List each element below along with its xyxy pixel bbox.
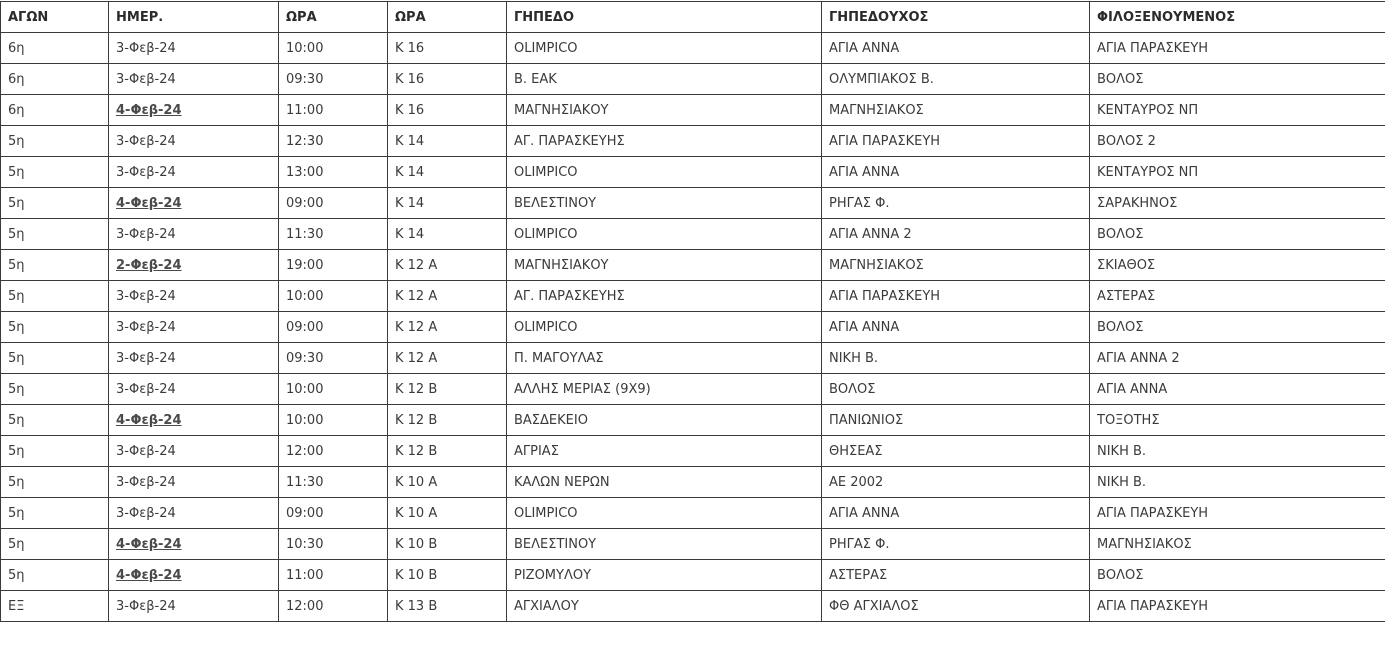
- cell-category: Κ 14: [388, 126, 507, 157]
- cell-category: Κ 14: [388, 157, 507, 188]
- cell-home-team: ΦΘ ΑΓΧΙΑΛΟΣ: [822, 591, 1090, 622]
- table-row: [1, 591, 1385, 622]
- cell-home-team: ΡΗΓΑΣ Φ.: [822, 188, 1090, 219]
- cell-home-team: ΑΓΙΑ ΠΑΡΑΣΚΕΥΗ: [822, 126, 1090, 157]
- cell-away-team: ΒΟΛΟΣ: [1090, 560, 1385, 591]
- match-schedule-table: [0, 1, 1385, 622]
- cell-home-team: ΑΣΤΕΡΑΣ: [822, 560, 1090, 591]
- cell-away-team: ΑΓΙΑ ΠΑΡΑΣΚΕΥΗ: [1090, 498, 1385, 529]
- cell-venue: ΜΑΓΝΗΣΙΑΚΟΥ: [507, 95, 822, 126]
- cell-venue: OLIMPICO: [507, 219, 822, 250]
- cell-away-team: ΑΣΤΕΡΑΣ: [1090, 281, 1385, 312]
- table-row: [1, 250, 1385, 281]
- table-row: [1, 33, 1385, 64]
- cell-date: 4-Φεβ-24: [109, 560, 279, 591]
- cell-away-team: ΒΟΛΟΣ: [1090, 64, 1385, 95]
- cell-category: Κ 12 Β: [388, 405, 507, 436]
- cell-date: 4-Φεβ-24: [109, 529, 279, 560]
- table-row: [1, 436, 1385, 467]
- cell-category: Κ 12 Α: [388, 312, 507, 343]
- cell-home-team: ΒΟΛΟΣ: [822, 374, 1090, 405]
- cell-venue: ΑΓ. ΠΑΡΑΣΚΕΥΗΣ: [507, 126, 822, 157]
- cell-home-team: ΑΓΙΑ ΑΝΝΑ 2: [822, 219, 1090, 250]
- cell-away-team: ΜΑΓΝΗΣΙΑΚΟΣ: [1090, 529, 1385, 560]
- cell-time: 12:00: [279, 436, 388, 467]
- header-home-team: ΓΗΠΕΔΟΥΧΟΣ: [822, 2, 1090, 33]
- table-row: [1, 188, 1385, 219]
- header-round: ΑΓΩΝ: [1, 2, 109, 33]
- cell-time: 10:00: [279, 281, 388, 312]
- cell-category: Κ 13 Β: [388, 591, 507, 622]
- cell-round: 5η: [1, 188, 109, 219]
- header-venue: ΓΗΠΕΔΟ: [507, 2, 822, 33]
- cell-time: 10:30: [279, 529, 388, 560]
- cell-category: Κ 14: [388, 188, 507, 219]
- table-row: [1, 157, 1385, 188]
- cell-home-team: ΜΑΓΝΗΣΙΑΚΟΣ: [822, 250, 1090, 281]
- table-row: [1, 64, 1385, 95]
- cell-home-team: ΠΑΝΙΩΝΙΟΣ: [822, 405, 1090, 436]
- cell-time: 09:00: [279, 188, 388, 219]
- cell-time: 10:00: [279, 405, 388, 436]
- cell-away-team: ΒΟΛΟΣ 2: [1090, 126, 1385, 157]
- cell-date: 3-Φεβ-24: [109, 374, 279, 405]
- cell-time: 13:00: [279, 157, 388, 188]
- cell-venue: ΜΑΓΝΗΣΙΑΚΟΥ: [507, 250, 822, 281]
- cell-home-team: ΟΛΥΜΠΙΑΚΟΣ Β.: [822, 64, 1090, 95]
- cell-category: Κ 10 Α: [388, 467, 507, 498]
- cell-time: 11:30: [279, 219, 388, 250]
- cell-home-team: ΑΓΙΑ ΑΝΝΑ: [822, 498, 1090, 529]
- cell-category: Κ 16: [388, 95, 507, 126]
- cell-time: 10:00: [279, 33, 388, 64]
- cell-round: 6η: [1, 33, 109, 64]
- cell-date: 3-Φεβ-24: [109, 64, 279, 95]
- cell-round: 5η: [1, 343, 109, 374]
- cell-round: 5η: [1, 405, 109, 436]
- table-body: [1, 33, 1385, 622]
- cell-venue: ΑΛΛΗΣ ΜΕΡΙΑΣ (9Χ9): [507, 374, 822, 405]
- cell-away-team: ΣΚΙΑΘΟΣ: [1090, 250, 1385, 281]
- cell-round: 5η: [1, 312, 109, 343]
- cell-round: 5η: [1, 467, 109, 498]
- cell-venue: ΑΓΧΙΑΛΟΥ: [507, 591, 822, 622]
- cell-round: 5η: [1, 157, 109, 188]
- cell-away-team: ΝΙΚΗ Β.: [1090, 436, 1385, 467]
- cell-time: 11:30: [279, 467, 388, 498]
- cell-category: Κ 10 Β: [388, 529, 507, 560]
- header-away-team: ΦΙΛΟΞΕΝΟΥΜΕΝΟΣ: [1090, 2, 1385, 33]
- cell-category: Κ 16: [388, 64, 507, 95]
- cell-category: Κ 16: [388, 33, 507, 64]
- cell-time: 12:00: [279, 591, 388, 622]
- cell-venue: ΒΑΣΔΕΚΕΙΟ: [507, 405, 822, 436]
- cell-home-team: ΑΕ 2002: [822, 467, 1090, 498]
- cell-date: 2-Φεβ-24: [109, 250, 279, 281]
- cell-round: 5η: [1, 560, 109, 591]
- cell-round: 5η: [1, 498, 109, 529]
- cell-date: 4-Φεβ-24: [109, 188, 279, 219]
- cell-venue: Π. ΜΑΓΟΥΛΑΣ: [507, 343, 822, 374]
- cell-date: 3-Φεβ-24: [109, 498, 279, 529]
- cell-away-team: ΤΟΞΟΤΗΣ: [1090, 405, 1385, 436]
- cell-round: 5η: [1, 250, 109, 281]
- cell-round: 5η: [1, 374, 109, 405]
- cell-round: 6η: [1, 95, 109, 126]
- cell-category: Κ 10 Α: [388, 498, 507, 529]
- cell-venue: ΡΙΖΟΜΥΛΟΥ: [507, 560, 822, 591]
- header-category: ΩΡΑ: [388, 2, 507, 33]
- cell-home-team: ΑΓΙΑ ΑΝΝΑ: [822, 312, 1090, 343]
- cell-home-team: ΝΙΚΗ Β.: [822, 343, 1090, 374]
- cell-time: 09:00: [279, 312, 388, 343]
- cell-venue: OLIMPICO: [507, 312, 822, 343]
- cell-date: 4-Φεβ-24: [109, 405, 279, 436]
- cell-time: 09:30: [279, 343, 388, 374]
- table-row: [1, 374, 1385, 405]
- cell-time: 12:30: [279, 126, 388, 157]
- header-time: ΩΡΑ: [279, 2, 388, 33]
- cell-time: 09:30: [279, 64, 388, 95]
- cell-home-team: ΘΗΣΕΑΣ: [822, 436, 1090, 467]
- header-row: [1, 2, 1385, 33]
- cell-venue: ΑΓΡΙΑΣ: [507, 436, 822, 467]
- cell-time: 11:00: [279, 560, 388, 591]
- cell-date: 4-Φεβ-24: [109, 95, 279, 126]
- table-row: [1, 343, 1385, 374]
- cell-home-team: ΑΓΙΑ ΑΝΝΑ: [822, 157, 1090, 188]
- cell-round: 5η: [1, 529, 109, 560]
- cell-date: 3-Φεβ-24: [109, 436, 279, 467]
- cell-date: 3-Φεβ-24: [109, 591, 279, 622]
- cell-date: 3-Φεβ-24: [109, 33, 279, 64]
- cell-date: 3-Φεβ-24: [109, 126, 279, 157]
- table-row: [1, 560, 1385, 591]
- table-row: [1, 467, 1385, 498]
- cell-category: Κ 12 Α: [388, 343, 507, 374]
- cell-away-team: ΑΓΙΑ ΑΝΝΑ: [1090, 374, 1385, 405]
- table-header: [1, 2, 1385, 33]
- cell-away-team: ΣΑΡΑΚΗΝΟΣ: [1090, 188, 1385, 219]
- cell-time: 19:00: [279, 250, 388, 281]
- cell-home-team: ΑΓΙΑ ΠΑΡΑΣΚΕΥΗ: [822, 281, 1090, 312]
- cell-category: Κ 14: [388, 219, 507, 250]
- table-row: [1, 126, 1385, 157]
- cell-category: Κ 12 Β: [388, 436, 507, 467]
- table-row: [1, 312, 1385, 343]
- cell-date: 3-Φεβ-24: [109, 281, 279, 312]
- cell-date: 3-Φεβ-24: [109, 343, 279, 374]
- cell-date: 3-Φεβ-24: [109, 312, 279, 343]
- cell-away-team: ΚΕΝΤΑΥΡΟΣ ΝΠ: [1090, 95, 1385, 126]
- cell-date: 3-Φεβ-24: [109, 467, 279, 498]
- cell-away-team: ΑΓΙΑ ΠΑΡΑΣΚΕΥΗ: [1090, 591, 1385, 622]
- cell-venue: ΒΕΛΕΣΤΙΝΟΥ: [507, 529, 822, 560]
- cell-home-team: ΑΓΙΑ ΑΝΝΑ: [822, 33, 1090, 64]
- cell-round: 5η: [1, 436, 109, 467]
- cell-away-team: ΑΓΙΑ ΠΑΡΑΣΚΕΥΗ: [1090, 33, 1385, 64]
- cell-away-team: ΚΕΝΤΑΥΡΟΣ ΝΠ: [1090, 157, 1385, 188]
- cell-date: 3-Φεβ-24: [109, 157, 279, 188]
- cell-round: 5η: [1, 281, 109, 312]
- cell-category: Κ 12 Α: [388, 250, 507, 281]
- cell-venue: OLIMPICO: [507, 33, 822, 64]
- cell-time: 11:00: [279, 95, 388, 126]
- cell-time: 09:00: [279, 498, 388, 529]
- cell-venue: ΑΓ. ΠΑΡΑΣΚΕΥΗΣ: [507, 281, 822, 312]
- header-date: ΗΜΕΡ.: [109, 2, 279, 33]
- table-row: [1, 405, 1385, 436]
- cell-home-team: ΜΑΓΝΗΣΙΑΚΟΣ: [822, 95, 1090, 126]
- cell-away-team: ΝΙΚΗ Β.: [1090, 467, 1385, 498]
- cell-venue: ΚΑΛΩΝ ΝΕΡΩΝ: [507, 467, 822, 498]
- cell-home-team: ΡΗΓΑΣ Φ.: [822, 529, 1090, 560]
- cell-away-team: ΒΟΛΟΣ: [1090, 312, 1385, 343]
- cell-round: 6η: [1, 64, 109, 95]
- cell-category: Κ 12 Α: [388, 281, 507, 312]
- cell-time: 10:00: [279, 374, 388, 405]
- cell-round: 5η: [1, 126, 109, 157]
- cell-venue: OLIMPICO: [507, 157, 822, 188]
- cell-category: Κ 10 Β: [388, 560, 507, 591]
- table-row: [1, 529, 1385, 560]
- table-row: [1, 498, 1385, 529]
- cell-venue: Β. ΕΑΚ: [507, 64, 822, 95]
- table-row: [1, 219, 1385, 250]
- cell-round: ΕΞ: [1, 591, 109, 622]
- table-row: [1, 95, 1385, 126]
- cell-venue: OLIMPICO: [507, 498, 822, 529]
- table-row: [1, 281, 1385, 312]
- cell-away-team: ΒΟΛΟΣ: [1090, 219, 1385, 250]
- cell-venue: ΒΕΛΕΣΤΙΝΟΥ: [507, 188, 822, 219]
- cell-category: Κ 12 Β: [388, 374, 507, 405]
- cell-away-team: ΑΓΙΑ ΑΝΝΑ 2: [1090, 343, 1385, 374]
- cell-date: 3-Φεβ-24: [109, 219, 279, 250]
- cell-round: 5η: [1, 219, 109, 250]
